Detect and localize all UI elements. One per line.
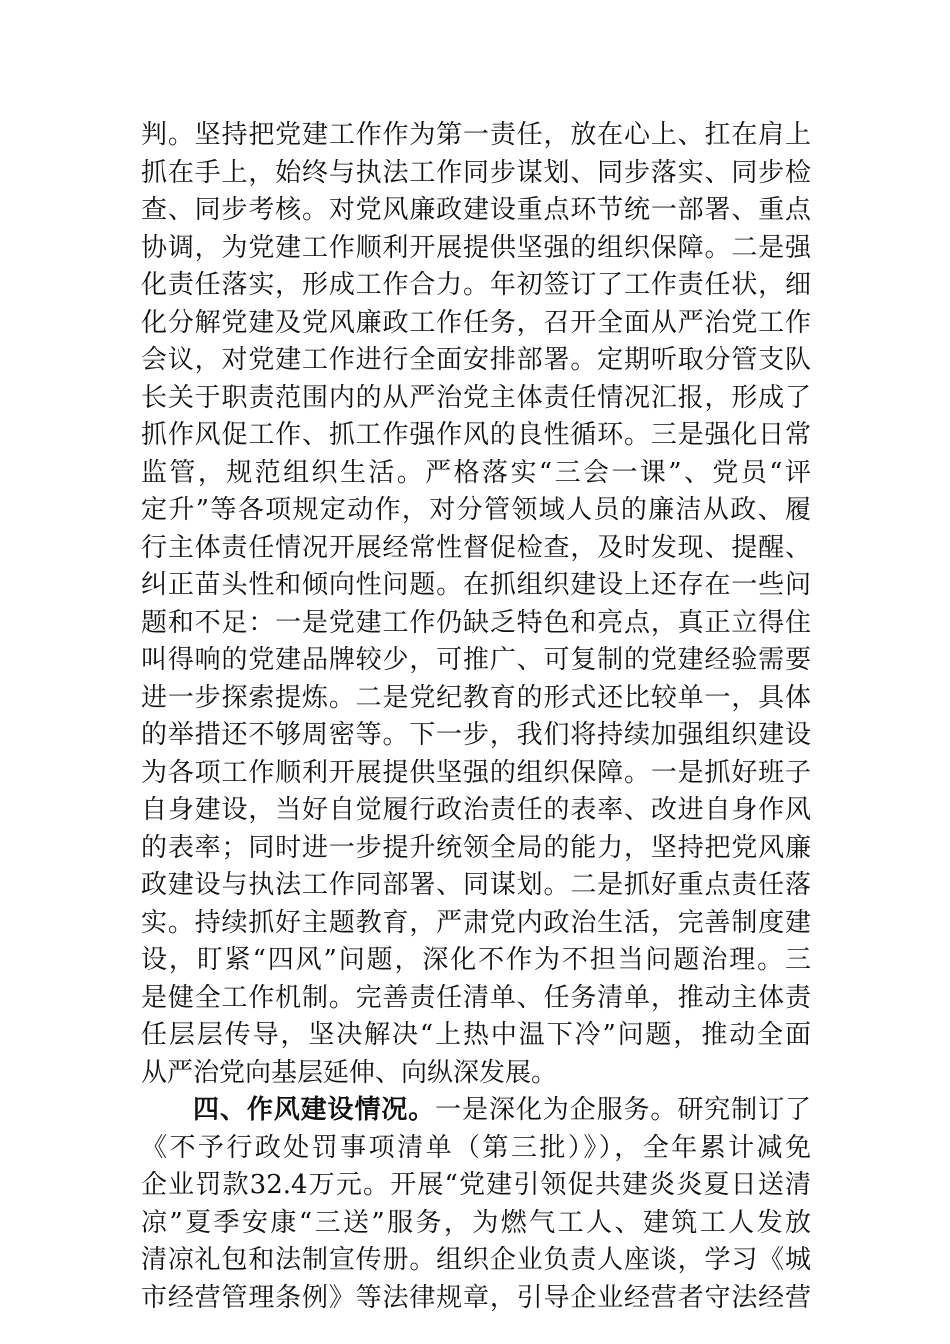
section-heading-continuation: 一是深化为企服务。研究制订了 (435, 1095, 811, 1125)
text-line: 长关于职责范围内的从严治党主体责任情况汇报，形成了 (141, 382, 811, 413)
text-line: 定升”等各项规定动作，对分管领域人员的廉洁从政、履 (141, 495, 811, 525)
text-line: 设，盯紧“四风”问题，深化不作为不担当问题治理。三 (141, 945, 811, 975)
section-heading-line (141, 1092, 811, 1130)
text-line: 从严治党向基层延伸、向纵深发展。 (141, 1057, 558, 1088)
text-line: 协调，为党建工作顺利开展提供坚强的组织保障。二是强 (141, 232, 811, 263)
text-line: 市经营管理条例》等法律规章，引导企业经营者守法经营 (141, 1282, 811, 1313)
text-line: 会议，对党建工作进行全面安排部署。定期听取分管支队 (141, 345, 811, 375)
text-line: 政建设与执法工作同部署、同谋划。二是抓好重点责任落 (141, 870, 811, 900)
section-heading: 四、作风建设情况。 (193, 1095, 436, 1125)
text-line: 纠正苗头性和倾向性问题。在抓组织建设上还存在一些问 (141, 570, 811, 600)
text-line: 化责任落实，形成工作合力。年初签订了工作责任状，细 (141, 270, 811, 300)
text-line: 清凉礼包和法制宣传册。组织企业负责人座谈，学习《城 (141, 1245, 811, 1275)
text-line: 判。坚持把党建工作作为第一责任，放在心上、扛在肩上 (141, 120, 811, 150)
text-line: 凉”夏季安康“三送”服务，为燃气工人、建筑工人发放 (141, 1207, 811, 1238)
text-line: 的表率；同时进一步提升统领全局的能力，坚持把党风廉 (141, 832, 811, 863)
text-line: 查、同步考核。对党风廉政建设重点环节统一部署、重点 (141, 195, 811, 225)
body-text (141, 117, 811, 1317)
text-line: 化分解党建及党风廉政工作任务，召开全面从严治党工作 (141, 307, 811, 338)
text-line: 为各项工作顺利开展提供坚强的组织保障。一是抓好班子 (141, 757, 811, 788)
text-line: 进一步探索提炼。二是党纪教育的形式还比较单一，具体 (141, 682, 811, 713)
text-line: 任层层传导，坚决解决“上热中温下冷”问题，推动全面 (141, 1020, 811, 1050)
text-line: 实。持续抓好主题教育，严肃党内政治生活，完善制度建 (141, 907, 811, 938)
text-line: 企业罚款32.4万元。开展“党建引领促共建炎炎夏日送清 (141, 1170, 811, 1200)
text-line: 抓在手上，始终与执法工作同步谋划、同步落实、同步检 (141, 157, 811, 188)
text-line: 的举措还不够周密等。下一步，我们将持续加强组织建设 (141, 720, 811, 750)
text-line: 行主体责任情况开展经常性督促检查，及时发现、提醒、 (141, 532, 811, 563)
text-line: 自身建设，当好自觉履行政治责任的表率、改进自身作风 (141, 795, 811, 825)
text-line: 《不予行政处罚事项清单（第三批）》），全年累计减免 (141, 1132, 811, 1163)
text-line: 叫得响的党建品牌较少，可推广、可复制的党建经验需要 (141, 645, 811, 675)
text-line: 监管，规范组织生活。严格落实“三会一课”、党员“评 (141, 457, 811, 488)
text-line: 题和不足：一是党建工作仍缺乏特色和亮点，真正立得住 (141, 607, 811, 638)
text-line: 是健全工作机制。完善责任清单、任务清单，推动主体责 (141, 982, 811, 1013)
text-line: 抓作风促工作、抓工作强作风的良性循环。三是强化日常 (141, 420, 811, 450)
